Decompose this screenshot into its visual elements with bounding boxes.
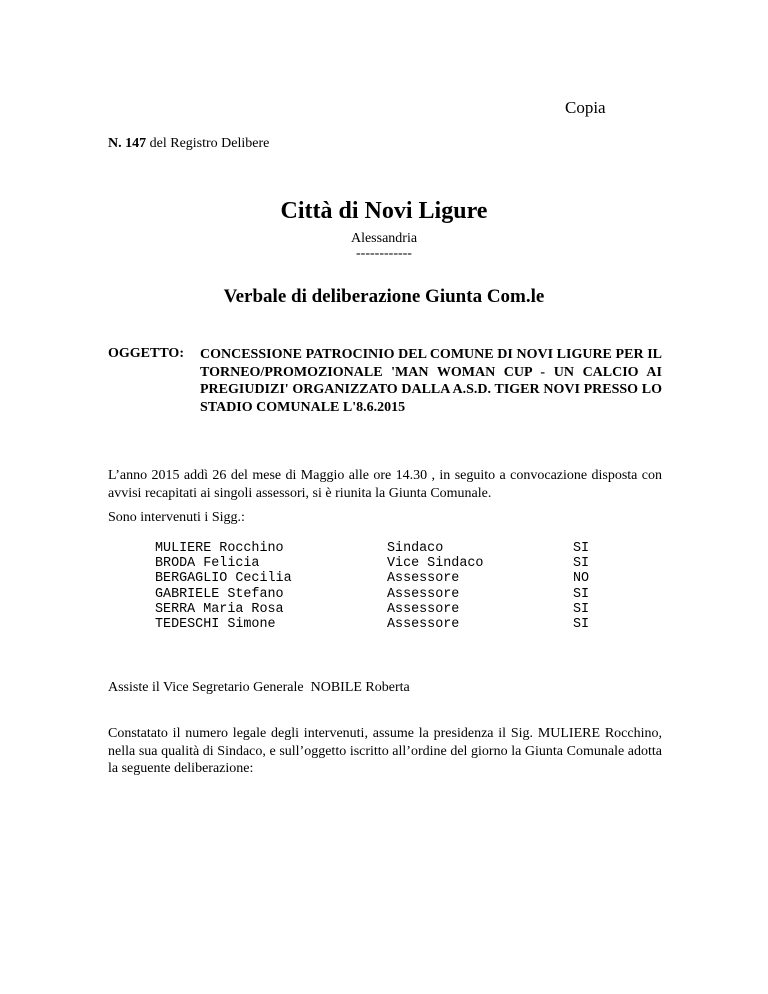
attendee-presence: SI [573,541,590,556]
attendee-presence: SI [573,586,590,602]
registry-line [108,136,269,152]
attendee-presence: SI [573,601,590,617]
attendee-role: Assessore [387,601,460,617]
subject-label: OGGETTO: [108,346,184,361]
attendee-row [155,541,613,556]
city-title: Città di Novi Ligure [280,198,488,224]
attendee-role: Assessore [387,571,460,587]
attendee-role: Vice Sindaco [387,556,484,572]
attendee-name: GABRIELE Stefano [155,586,284,602]
attendee-row [155,556,613,571]
province-name: Alessandria [350,231,418,246]
subject-text: CONCESSIONE PATROCINIO DEL COMUNE DI NOVI LIGURE PER IL TORNEO/PROMOZIONALE 'MAN WOMAN CUP - UN CALCIO AI PREGIUDIZI' ORGANIZZATO DALLA A.S.D. TIGER NOVI PRESSO LO STADIO COMUNALE L'8.6.2015 [200,347,662,415]
attendee-role: Assessore [387,617,460,633]
attendee-presence: NO [573,571,590,587]
registry-text: del Registro Delibere [149,136,270,151]
attendee-presence: SI [573,556,590,572]
conclusion-paragraph: Constatato il numero legale degli intervenuti, assume la presidenza il Sig. MULIERE Rocchino, nella sua qualità di Sindaco, e sull’oggetto iscritto all’ordine del giorno la Giunta Comunale adotta la seguente deliberazione: [108,726,662,776]
title-separator: ------------ [356,246,412,261]
attendee-row [155,571,613,586]
intro-paragraph: L’anno 2015 addì 26 del mese di Maggio alle ore 14.30 , in seguito a convocazione disposta con avvisi recapitati ai singoli assessori, si è riunita la Giunta Comunale. [108,468,662,501]
attendee-name: TEDESCHI Simone [155,617,276,633]
attendee-presence: SI [573,617,590,633]
assistant-line: Assiste il Vice Segretario Generale NOBILE Roberta [108,680,410,695]
attendance-table [155,541,613,632]
attendee-name: BERGAGLIO Cecilia [155,571,292,587]
attendee-role: Assessore [387,586,460,602]
copy-label: Copia [565,98,606,117]
attendee-row [155,587,613,602]
attendee-name: SERRA Maria Rosa [155,601,284,617]
registry-number: N. 147 [108,136,147,151]
attendee-row [155,602,613,617]
attendee-row [155,617,613,632]
attendee-name: MULIERE Rocchino [155,541,284,556]
attendees-intro: Sono intervenuti i Sigg.: [108,510,245,525]
attendee-role: Sindaco [387,541,444,556]
attendee-name: BRODA Felicia [155,556,260,572]
document-type-heading: Verbale di deliberazione Giunta Com.le [223,286,545,307]
